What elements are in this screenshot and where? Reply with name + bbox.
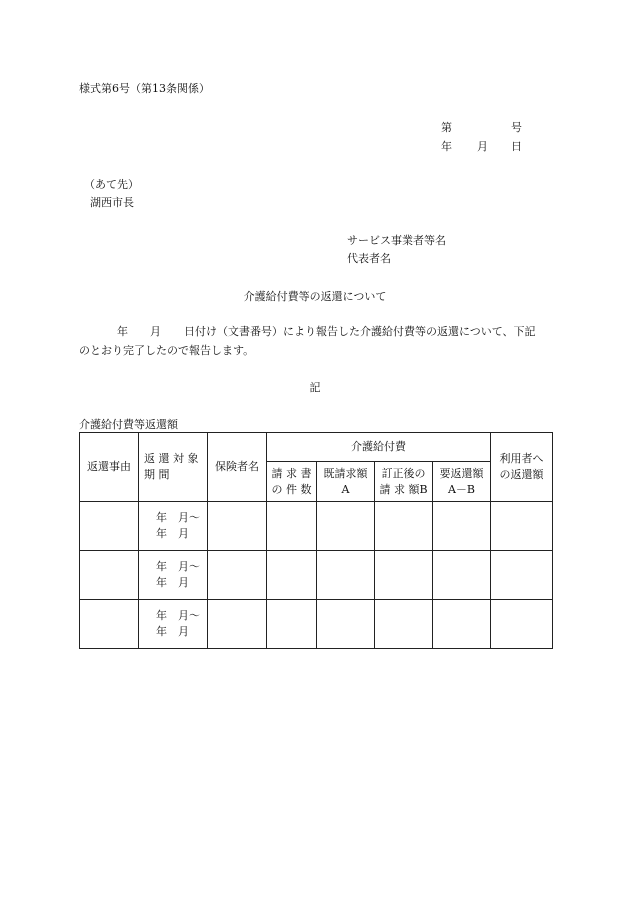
cell-required-return bbox=[433, 551, 491, 600]
header-prev-claim-line1: 既請求額 bbox=[323, 466, 368, 480]
table-row bbox=[80, 600, 553, 649]
header-period-char: 期 bbox=[144, 468, 155, 481]
cell-claim-count bbox=[267, 502, 317, 551]
header-period-line2 bbox=[144, 467, 202, 483]
header-required-line2: A－B bbox=[447, 482, 476, 496]
cell-required-return bbox=[433, 502, 491, 551]
date-year: 年 bbox=[441, 140, 452, 153]
header-claim-count-line1 bbox=[271, 466, 312, 482]
cell-period bbox=[139, 502, 208, 551]
header-corrected-line1: 訂正後の bbox=[381, 466, 426, 480]
header-period-char: 間 bbox=[158, 468, 170, 481]
document-title: 介護給付費等の返還について bbox=[243, 290, 387, 303]
header-period bbox=[139, 433, 208, 502]
number-prefix: 第 bbox=[441, 121, 452, 134]
cell-claim-count bbox=[267, 600, 317, 649]
header-char: 求 bbox=[286, 466, 297, 480]
table-row bbox=[80, 551, 553, 600]
date-day: 日 bbox=[511, 140, 522, 153]
body-line2: のとおり完了したので報告します。 bbox=[79, 344, 255, 357]
body-line1-rest: 日付け（文書番号）により報告した介護給付費等の返還について、下記 bbox=[184, 325, 536, 338]
header-char: 請 bbox=[271, 466, 283, 480]
header-char: 求 bbox=[393, 482, 405, 496]
header-char: 件 bbox=[286, 482, 297, 496]
cell-reason bbox=[80, 600, 139, 649]
table-row bbox=[80, 502, 553, 551]
header-period-line1 bbox=[144, 451, 202, 467]
cell-insurer bbox=[208, 600, 267, 649]
period-to: 年 月 bbox=[156, 576, 189, 589]
date-month: 月 bbox=[477, 140, 488, 153]
header-user-return bbox=[491, 433, 553, 502]
return-amount-table bbox=[79, 432, 553, 649]
cell-claim-count bbox=[267, 551, 317, 600]
header-row-1 bbox=[80, 433, 553, 462]
body-year: 年 bbox=[117, 325, 128, 338]
form-id: 様式第6号（第13条関係） bbox=[79, 82, 210, 95]
header-care-benefit-group: 介護給付費 bbox=[267, 433, 491, 462]
header-user-return-line1: 利用者へ bbox=[499, 452, 544, 465]
representative-label: 代表者名 bbox=[347, 252, 391, 265]
cell-user-return bbox=[491, 551, 553, 600]
header-insurer: 保険者名 bbox=[208, 433, 267, 502]
cell-reason bbox=[80, 502, 139, 551]
cell-period bbox=[139, 600, 208, 649]
period-from: 年 月～ bbox=[156, 609, 200, 622]
cell-corrected-claim bbox=[375, 551, 433, 600]
provider-label: サービス事業者等名 bbox=[347, 234, 446, 247]
header-prev-claim-line2: A bbox=[341, 482, 350, 496]
period-to: 年 月 bbox=[156, 625, 189, 638]
header-period-char: 象 bbox=[187, 452, 199, 465]
header-claim-count bbox=[267, 462, 317, 502]
header-required-return bbox=[433, 462, 491, 502]
header-char: 書 bbox=[300, 466, 312, 480]
cell-prev-claim bbox=[317, 600, 375, 649]
cell-period bbox=[139, 551, 208, 600]
period-from: 年 月～ bbox=[156, 511, 200, 524]
header-prev-claim bbox=[317, 462, 375, 502]
period-from: 年 月～ bbox=[156, 560, 200, 573]
header-char: 請 bbox=[379, 482, 391, 496]
cell-insurer bbox=[208, 551, 267, 600]
cell-insurer bbox=[208, 502, 267, 551]
header-claim-count-line2 bbox=[271, 482, 312, 498]
header-user-return-line2: の返還額 bbox=[499, 468, 544, 481]
addressee: 湖西市長 bbox=[90, 196, 134, 209]
cell-prev-claim bbox=[317, 502, 375, 551]
header-char: 数 bbox=[300, 482, 312, 496]
header-period-char: 返 bbox=[144, 452, 155, 465]
header-corrected-line2 bbox=[379, 482, 428, 498]
period-to: 年 月 bbox=[156, 527, 189, 540]
header-period-char: 還 bbox=[158, 452, 170, 465]
ki-label: 記 bbox=[309, 381, 321, 394]
cell-reason bbox=[80, 551, 139, 600]
cell-corrected-claim bbox=[375, 502, 433, 551]
cell-corrected-claim bbox=[375, 600, 433, 649]
cell-user-return bbox=[491, 600, 553, 649]
body-month: 月 bbox=[150, 325, 161, 338]
cell-required-return bbox=[433, 600, 491, 649]
header-corrected-claim bbox=[375, 462, 433, 502]
header-required-line1: 要返還額 bbox=[439, 466, 484, 480]
cell-user-return bbox=[491, 502, 553, 551]
number-suffix: 号 bbox=[511, 121, 522, 134]
header-char: 額B bbox=[408, 482, 428, 496]
header-reason: 返還事由 bbox=[80, 433, 139, 502]
table-caption: 介護給付費等返還額 bbox=[79, 418, 178, 431]
header-char: の bbox=[271, 482, 283, 496]
cell-prev-claim bbox=[317, 551, 375, 600]
addressee-label: （あて先） bbox=[84, 178, 139, 191]
header-period-char: 対 bbox=[173, 452, 184, 465]
